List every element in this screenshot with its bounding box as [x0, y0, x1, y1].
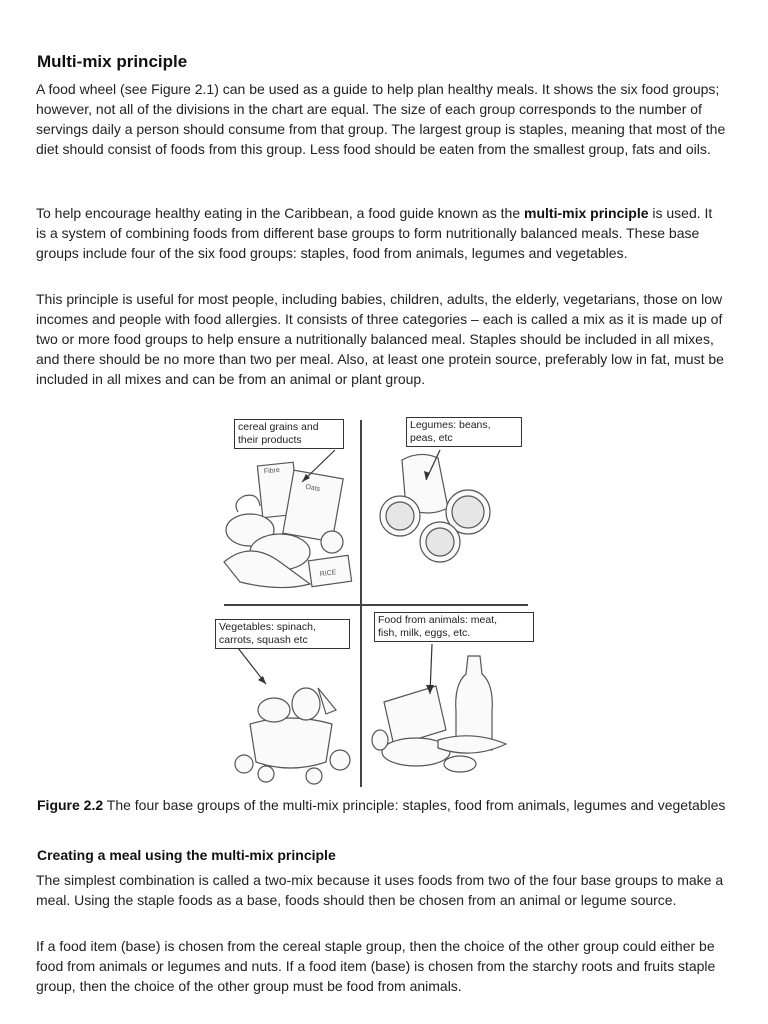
pumpkin-icon — [330, 750, 350, 770]
paragraph-principle-usefulness: This principle is useful for most people, including babies, children, adults, the elderly, vegetarians, those on low incomes and people with food allergies. It consists of three categories – each is called a mix as it is made up of two or more food groups to help ensure a nutritionally balanced meal. Staples should be included in all mixes, and there should be no more than two per meal. Also, at least one protein source, preferably low in fat, must be included in all mixes and can be from an animal or plant group. — [36, 291, 724, 387]
drumstick-icon — [444, 756, 476, 772]
label-vegetables — [215, 619, 350, 649]
term-multi-mix-principle: multi-mix principle — [524, 205, 649, 221]
pepper-icon — [306, 768, 322, 784]
label-line: cereal grains and — [238, 421, 319, 433]
label-line: carrots, squash etc — [219, 634, 308, 646]
caption-label: Figure 2.2 — [37, 797, 104, 813]
caption-text: The four base groups of the multi-mix principle: staples, food from animals, legumes and vegetables — [103, 797, 726, 813]
grain-bowl-icon — [321, 531, 343, 553]
label-line: peas, etc — [410, 432, 453, 444]
subsection-heading: Creating a meal using the multi-mix principle — [37, 847, 336, 863]
squash-icon — [292, 688, 320, 720]
tomato-icon — [235, 755, 253, 773]
paragraph-base-choice: If a food item (base) is chosen from the cereal staple group, then the choice of the other group could either be food from animals or legumes and nuts. If a food item (base) is chosen from the starchy roots and fruits staple group, then the choice of the other group must be food from animals. — [36, 938, 716, 994]
label-line: Legumes: beans, — [410, 419, 491, 431]
figure-illustration — [210, 412, 540, 790]
paragraph-text: To help encourage healthy eating in the Caribbean, a food guide known as the — [36, 205, 525, 221]
vegetable-basket-icon — [250, 718, 332, 768]
label-legumes — [406, 417, 522, 447]
fibre-packet-label: Fibre — [263, 466, 281, 476]
onion-icon — [258, 766, 274, 782]
oats-packet-label: Oats — [304, 483, 321, 494]
label-line: Food from animals: meat, — [378, 614, 498, 626]
label-food-from-animals — [374, 612, 534, 642]
paragraph-food-wheel: A food wheel (see Figure 2.1) can be used as a guide to help plan healthy meals. It shows the six food groups; however, not all of the divisions in the chart are equal. The size of each group corresponds to the number of servings daily a person should consume from that group. The largest group is staples, meaning that most of the diet should consist of foods from this group. Less food should be eaten from the smallest group, fats and oils. — [36, 81, 726, 157]
paragraph-multi-mix-intro — [36, 203, 726, 263]
carrot-icon — [318, 688, 336, 714]
rice-bag-label: RICE — [319, 569, 337, 579]
animal-foods-illustration — [372, 656, 506, 772]
label-line: their products — [238, 434, 302, 446]
figure-caption — [37, 796, 727, 815]
cabbage-icon — [258, 698, 290, 722]
figure-base-groups — [210, 412, 540, 790]
legumes-illustration — [380, 454, 490, 562]
cassava-root-icon — [236, 495, 260, 512]
label-line: Vegetables: spinach, — [219, 621, 316, 633]
label-line: fish, milk, eggs, etc. — [378, 627, 471, 639]
fish-icon — [438, 736, 506, 753]
paragraph-text: is used. It is a system of combining foods from different base groups to form nutritionally balanced meals. These base groups include four of the six food groups: staples, food from animals, legumes and vegetables. — [36, 205, 713, 261]
section-heading: Multi-mix principle — [37, 52, 188, 71]
label-cereal-grains — [234, 419, 344, 449]
vegetables-illustration — [235, 688, 350, 784]
paragraph-two-mix: The simplest combination is called a two-mix because it uses foods from two of the four base groups to make a meal. Using the staple foods as a base, foods should then be chosen from an animal or legume source. — [36, 872, 724, 908]
egg-icon — [372, 730, 388, 750]
arrow-head-icon — [258, 676, 266, 684]
cheese-wedge-icon — [384, 686, 446, 746]
